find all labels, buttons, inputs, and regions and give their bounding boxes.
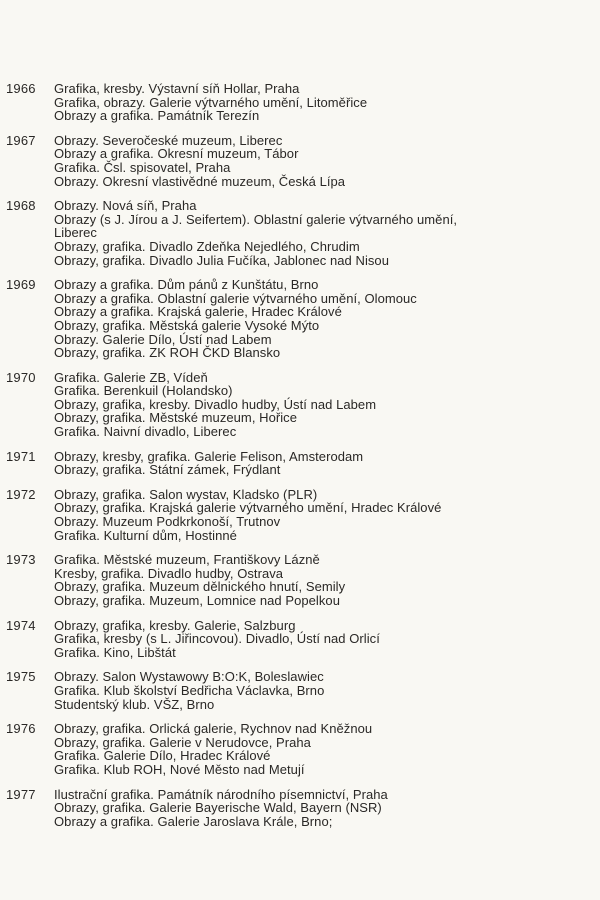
exhibition-line: Obrazy a grafika. Okresní muzeum, Tábor [54,146,299,162]
exhibition-line: Grafika. Galerie ZB, Vídeň [54,369,208,385]
exhibition-year-block [6,371,596,439]
exhibition-lines [54,670,596,711]
exhibition-line: Obrazy. Okresní vlastivědné muzeum, Česká Lípa [54,173,346,189]
exhibition-line: Obrazy. Nová síň, Praha [54,198,197,214]
exhibition-line: Grafika. Kulturní dům, Hostinné [54,527,237,543]
exhibition-line: Obrazy, grafika. ZK ROH ČKD Blansko [54,345,281,361]
exhibition-line: Grafika, kresby (s L. Jiřincovou). Divadlo, Ústí nad Orlicí [54,631,380,647]
exhibition-line: Studentský klub. VŠZ, Brno [54,696,215,712]
exhibition-line: Obrazy. Galerie Dílo, Ústí nad Labem [54,331,272,347]
exhibition-year-block [6,788,596,829]
year-label: 1976 [6,721,36,737]
exhibition-year-block [6,450,596,477]
exhibition-line: Grafika. Městské muzeum, Františkovy Lázně [54,552,320,568]
exhibition-line: Grafika, kresby. Výstavní síň Hollar, Praha [54,81,300,96]
exhibition-line: Obrazy, grafika. Salon wystav, Kladsko (PLR) [54,486,318,502]
exhibition-line: Obrazy a grafika. Krajská galerie, Hradec Králové [54,304,342,320]
exhibition-line: Obrazy, grafika. Orlická galerie, Rychnov nad Kněžnou [54,721,373,737]
exhibition-line: Obrazy, grafika. Městská galerie Vysoké Mýto [54,317,320,333]
exhibition-line: Grafika. Galerie Dílo, Hradec Králové [54,748,271,764]
exhibition-line: Grafika. Berenkuil (Holandsko) [54,383,233,399]
exhibition-line: Obrazy, grafika. Státní zámek, Frýdlant [54,462,281,478]
exhibition-lines [54,722,596,776]
year-label: 1972 [6,486,36,502]
year-label: 1968 [6,198,36,214]
exhibition-year-block [6,670,596,711]
exhibition-lines [54,450,596,477]
exhibition-line: Grafika. Klub školství Bedřicha Václavka, Brno [54,682,325,698]
exhibition-line: Grafika. Klub ROH, Nové Město nad Metují [54,761,305,777]
exhibition-year-block [6,488,596,542]
exhibition-lines [54,488,596,542]
exhibition-line: Obrazy, kresby, grafika. Galerie Felison, Amsterodam [54,448,364,464]
exhibition-line: Obrazy. Severočeské muzeum, Liberec [54,132,283,148]
exhibition-lines [54,134,596,188]
year-label: 1977 [6,786,36,802]
exhibition-line: Obrazy, grafika. Muzeum dělnického hnutí, Semily [54,579,346,595]
year-label: 1969 [6,277,36,293]
exhibition-line: Obrazy, grafika. Krajská galerie výtvarného umění, Hradec Králové [54,500,442,516]
exhibition-lines [54,788,596,829]
exhibition-lines [54,619,596,660]
year-label: 1970 [6,369,36,385]
exhibition-line: Obrazy, grafika. Městské muzeum, Hořice [54,410,298,426]
exhibition-year-block [6,199,596,267]
exhibition-line: Obrazy. Salon Wystawowy B:O:K, Boleslawiec [54,669,324,685]
exhibition-line: Obrazy, grafika, kresby. Galerie, Salzburg [54,617,296,633]
exhibition-lines [54,553,596,607]
exhibition-list [6,82,596,839]
exhibition-year-block [6,278,596,360]
exhibition-year-block [6,553,596,607]
exhibition-line: Obrazy, grafika. Muzeum, Lomnice nad Popelkou [54,593,340,608]
exhibition-lines [54,278,596,360]
exhibition-line: Obrazy, grafika, kresby. Divadlo hudby, Ústí nad Labem [54,396,377,412]
exhibition-lines [54,82,596,123]
exhibition-lines [54,371,596,439]
exhibition-line: Obrazy, grafika. Galerie Bayerische Wald, Bayern (NSR) [54,800,382,816]
exhibition-year-block [6,722,596,776]
year-label: 1974 [6,617,36,633]
exhibition-lines [54,199,596,267]
year-label: 1966 [6,81,36,96]
exhibition-line: Grafika. Naivní divadlo, Liberec [54,424,237,440]
exhibition-line: Liberec [54,225,97,241]
year-label: 1973 [6,552,36,568]
exhibition-line: Obrazy, grafika. Galerie v Nerudovce, Praha [54,734,311,750]
exhibition-line: Kresby, grafika. Divadlo hudby, Ostrava [54,565,284,581]
exhibition-line: Obrazy a grafika. Dům pánů z Kunštátu, Brno [54,277,319,293]
exhibition-line: Grafika, obrazy. Galerie výtvarného umění, Litoměřice [54,94,368,110]
year-label: 1971 [6,448,36,464]
exhibition-line: Obrazy, grafika. Divadlo Julia Fučíka, Jablonec nad Nisou [54,252,389,268]
exhibition-year-block [6,82,596,123]
exhibition-line: Obrazy (s J. Jírou a J. Seifertem). Oblastní galerie výtvarného umění, [54,211,458,227]
exhibition-year-block [6,619,596,660]
exhibition-line: Obrazy. Muzeum Podkrkonoší, Trutnov [54,514,281,530]
exhibition-line: Grafika. Kino, Libštát [54,644,176,660]
year-label: 1967 [6,132,36,148]
exhibition-line: Obrazy a grafika. Oblastní galerie výtvarného umění, Olomouc [54,290,417,306]
year-label: 1975 [6,669,36,685]
exhibition-line: Ilustrační grafika. Památník národního písemnictví, Praha [54,786,388,802]
exhibition-line: Grafika. Čsl. spisovatel, Praha [54,159,231,175]
exhibition-line: Obrazy, grafika. Divadlo Zdeňka Nejedlého, Chrudim [54,238,360,254]
exhibition-line: Obrazy a grafika. Galerie Jaroslava Krále, Brno; [54,813,333,829]
exhibition-line: Obrazy a grafika. Památník Terezín [54,108,260,124]
exhibition-year-block [6,134,596,188]
